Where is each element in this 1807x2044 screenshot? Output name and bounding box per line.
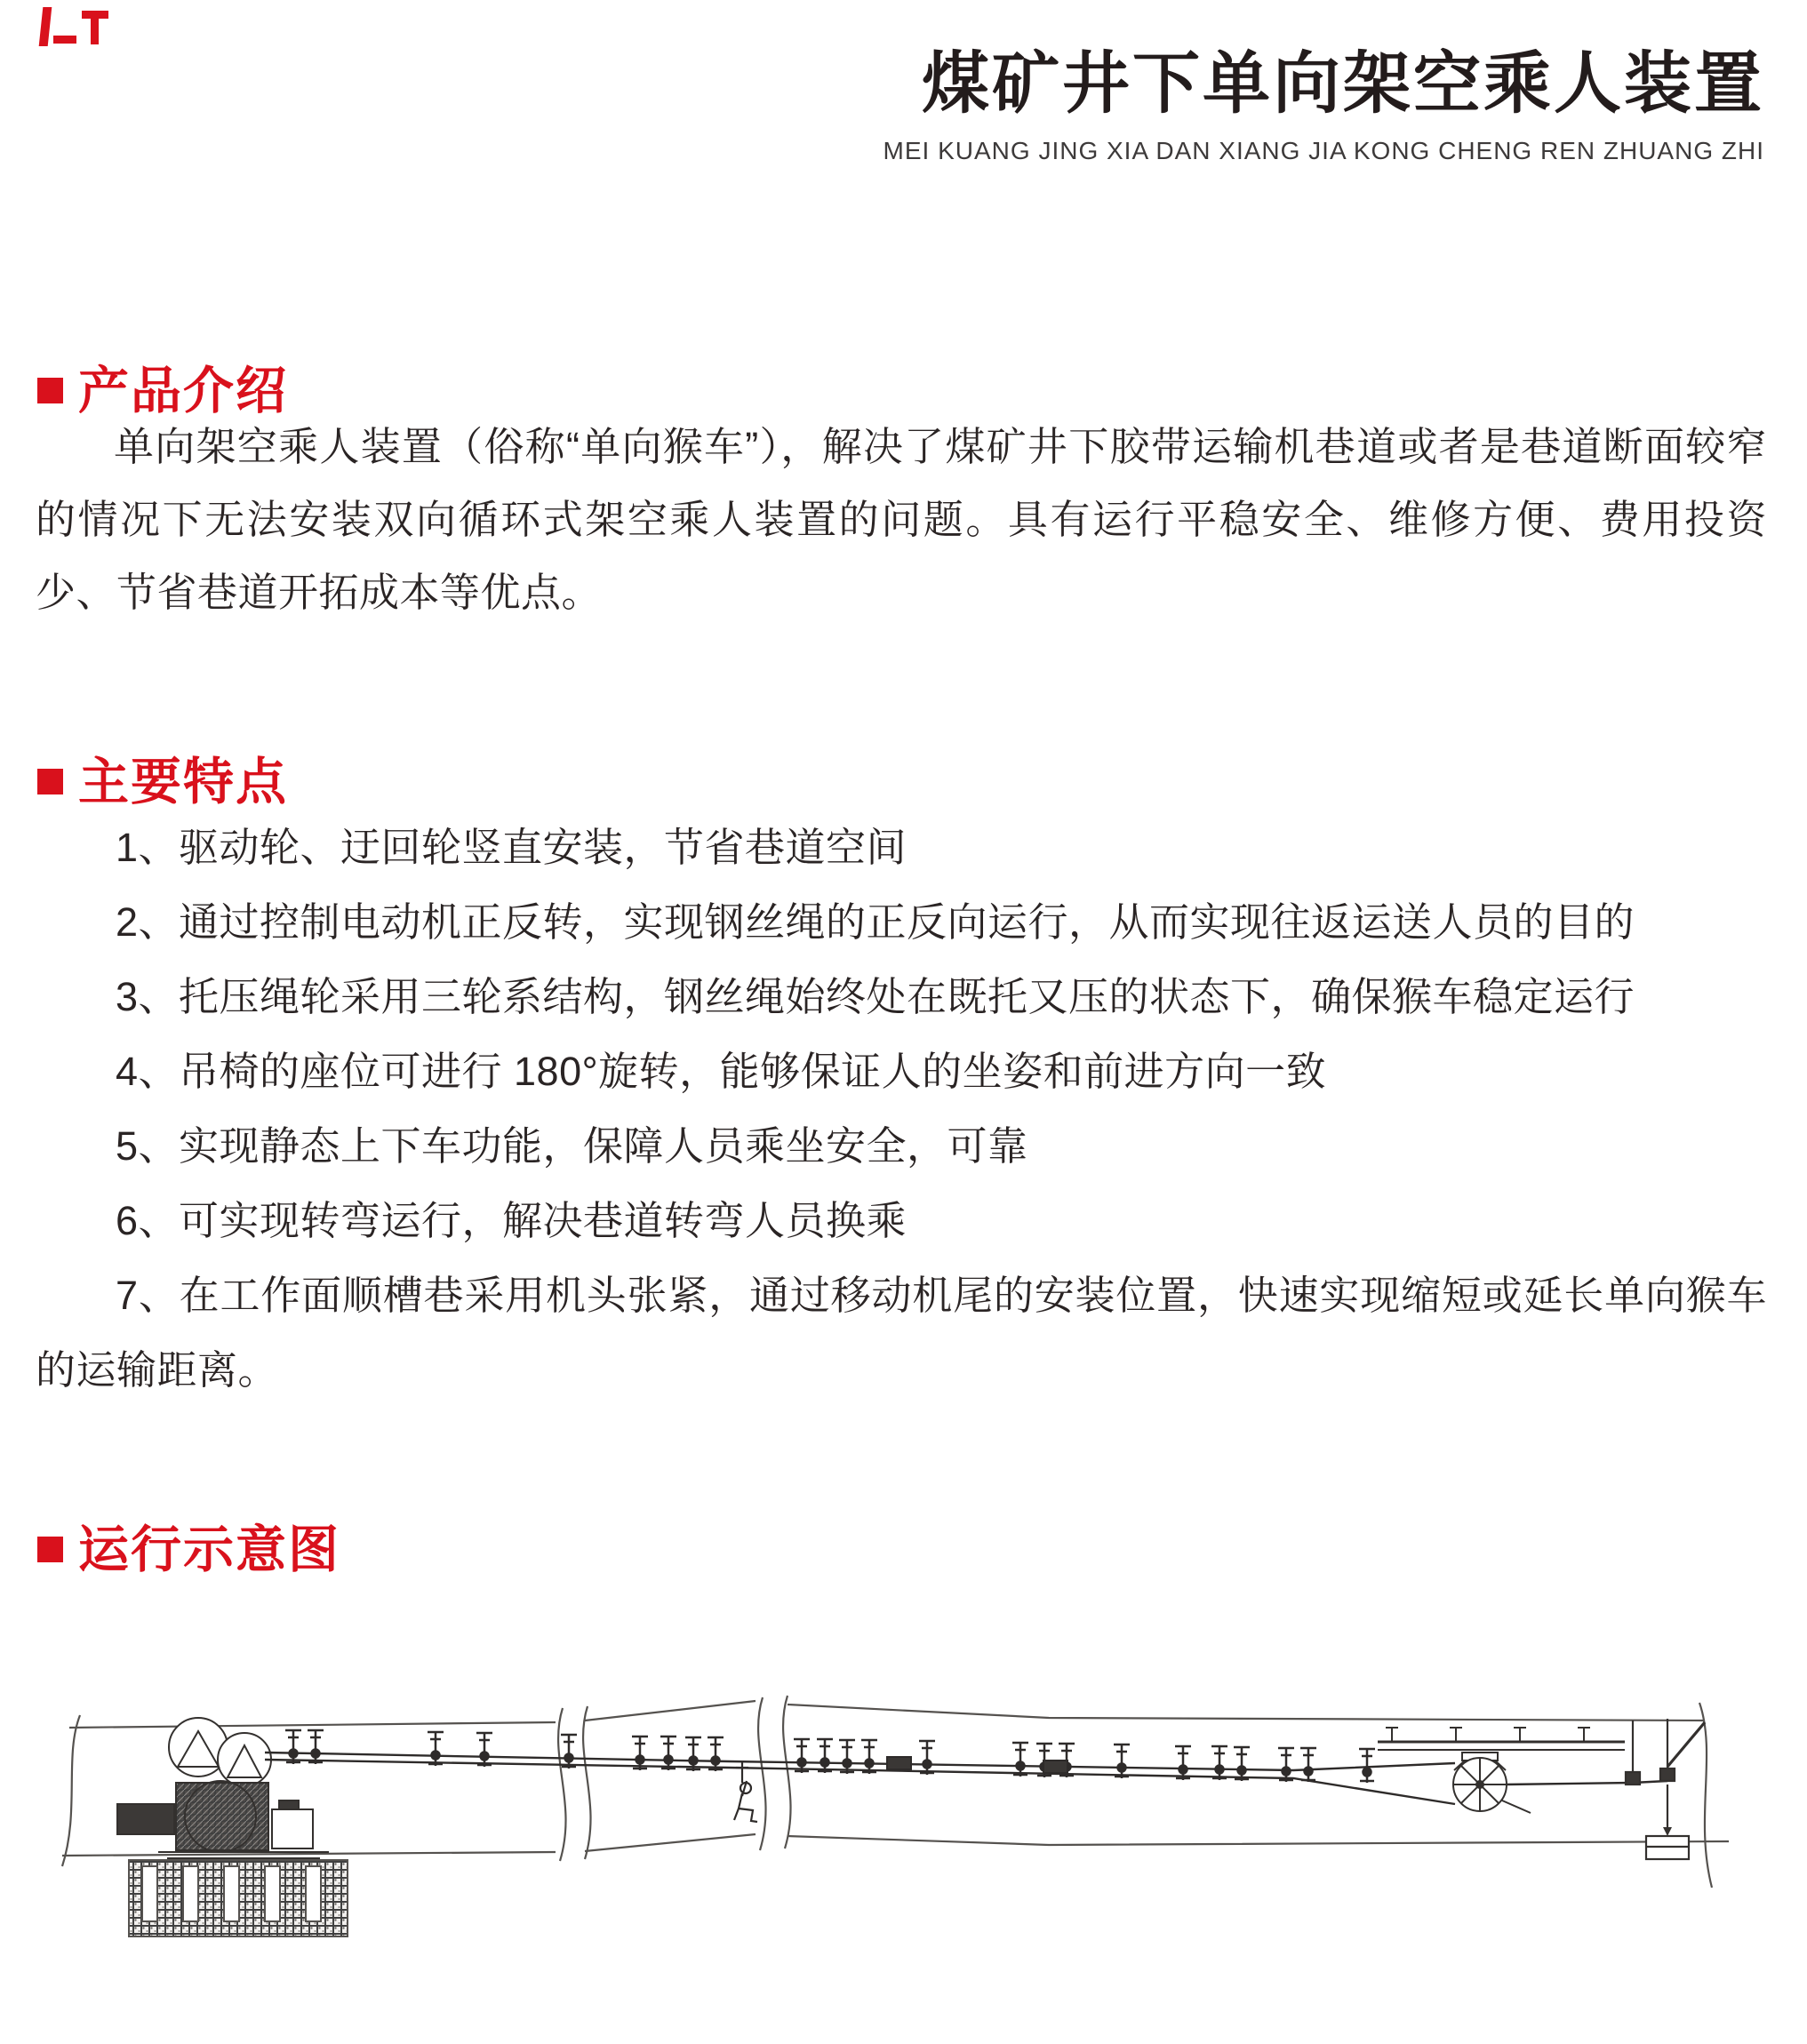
section-heading-features (37, 741, 288, 814)
tail-wheel-trolley (1378, 1728, 1625, 1813)
feature-item: 7、在工作面顺槽巷采用机头张紧，通过移动机尾的安装位置，快速实现缩短或延长单向猴车的运输距离。 (36, 1273, 1767, 1393)
foundation-block (129, 1860, 348, 1936)
header (884, 46, 1764, 165)
feature-item: 1、驱动轮、迂回轮竖直安装，节省巷道空间 (116, 825, 907, 870)
red-fragment (39, 7, 52, 46)
section-heading-diagram-label: 运行示意图 (78, 1521, 340, 1578)
section-heading-intro-label: 产品介绍 (78, 363, 288, 419)
red-square-bullet-icon (37, 378, 63, 403)
red-square-bullet-icon (37, 769, 63, 794)
red-square-bullet-icon (37, 1537, 63, 1562)
feature-item: 3、托压绳轮采用三轮系结构，钢丝绳始终处在既托又压的状态下，确保猴车稳定运行 (116, 974, 1635, 1019)
feature-item: 2、通过控制电动机正反转，实现钢丝绳的正反向运行，从而实现往返运送人员的目的 (116, 899, 1635, 945)
operation-diagram (53, 1678, 1747, 1953)
feature-item: 5、实现静态上下车功能，保障人员乘坐安全，可靠 (116, 1123, 1028, 1169)
red-fragment (53, 36, 76, 44)
drive-station (117, 1718, 329, 1858)
page-title: 煤矿井下单向架空乘人装置 (922, 46, 1764, 122)
diagram-svg (53, 1678, 1747, 1953)
corner-red-fragments (36, 0, 142, 55)
red-fragment (91, 11, 99, 44)
features-list (36, 810, 1767, 1408)
section-heading-features-label: 主要特点 (78, 754, 288, 810)
feature-item: 4、吊椅的座位可进行 180°旋转，能够保证人的坐姿和前进方向一致 (116, 1049, 1327, 1094)
tension-weight (1626, 1719, 1705, 1859)
page-subtitle-pinyin: MEI KUANG JING XIA DAN XIANG JIA KONG CHENG REN ZHUANG ZHI (883, 137, 1764, 164)
section-heading-diagram (37, 1509, 340, 1582)
feature-item: 6、可实现转弯运行，解决巷道转弯人员换乘 (116, 1198, 907, 1243)
rider-on-chair (734, 1761, 757, 1822)
intro-paragraph: 单向架空乘人装置（俗称“单向猴车”），解决了煤矿井下胶带运输机巷道或者是巷道断面较窄的情况下无法安装双向循环式架空乘人装置的问题。具有运行平稳安全、维修方便、费用投资少、节省巷道开拓成本等优点。 (36, 424, 1767, 615)
